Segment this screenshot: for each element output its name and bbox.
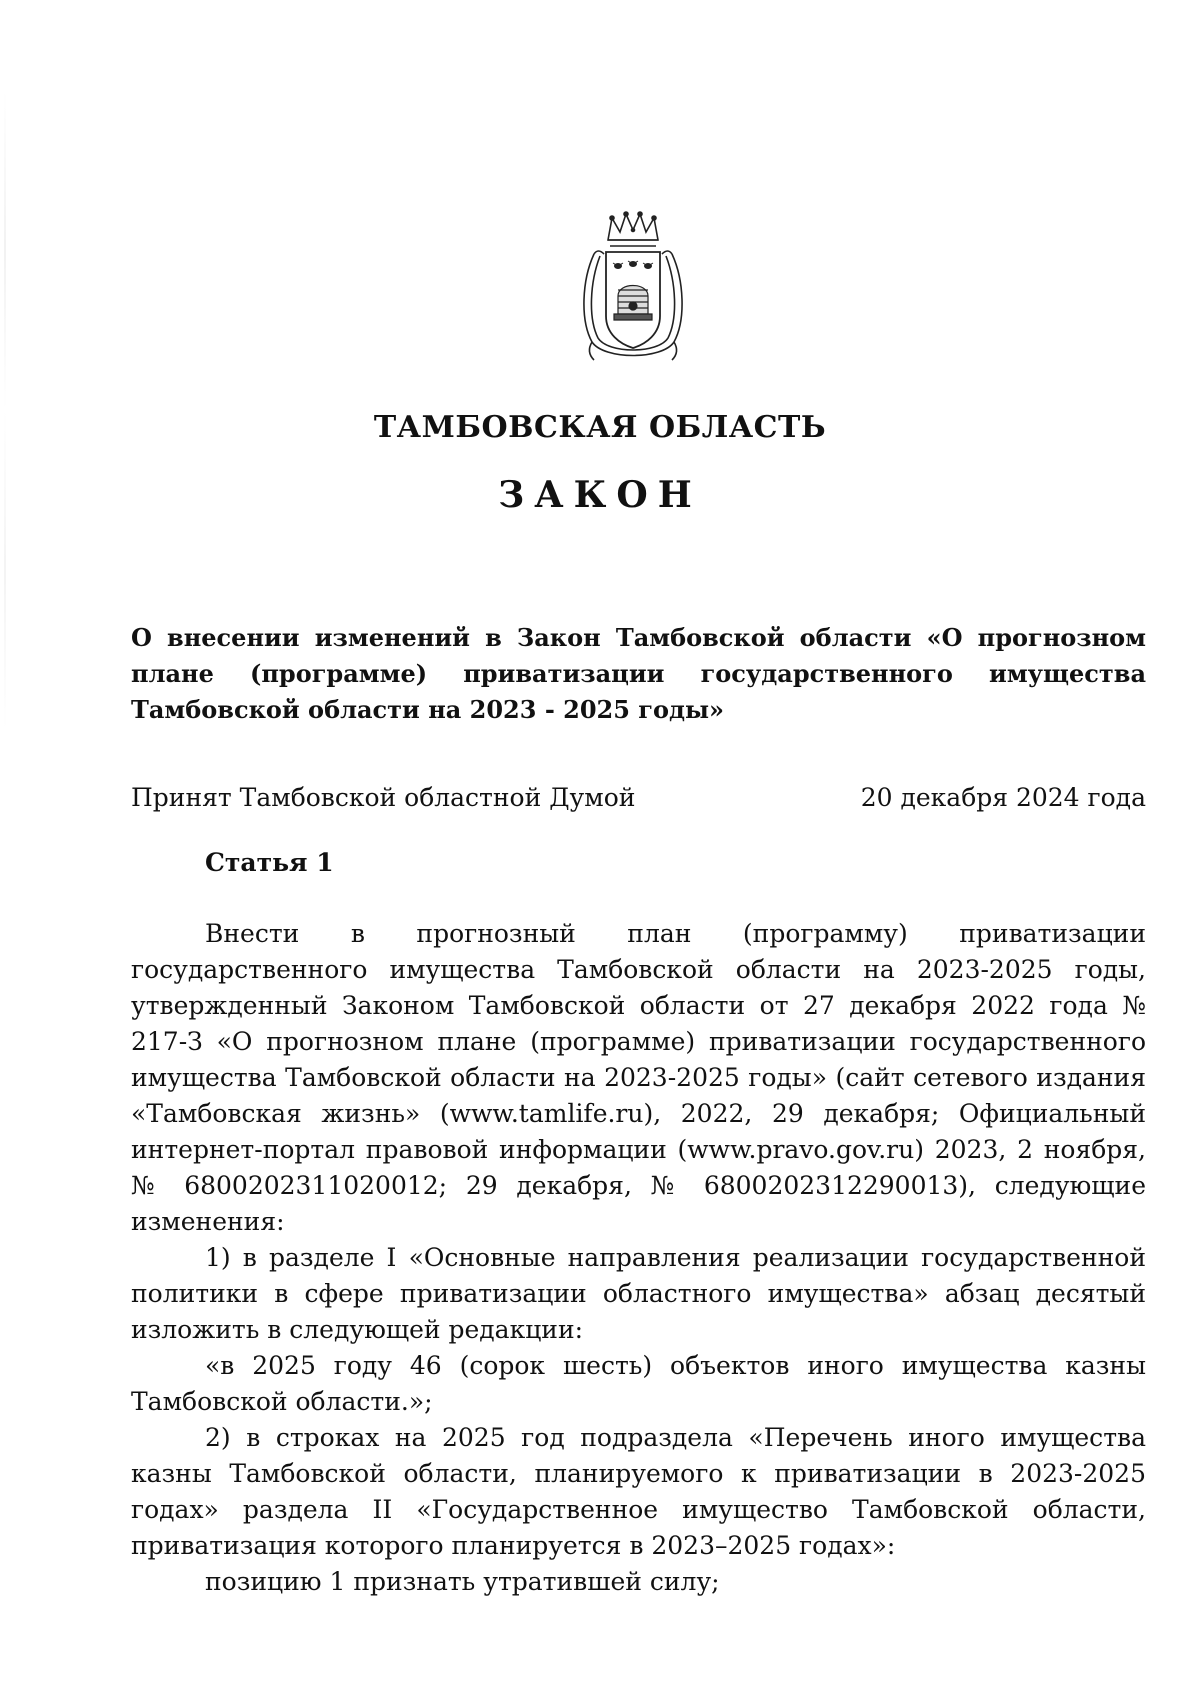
- adopted-by-text: Принят Тамбовской областной Думой: [131, 783, 636, 812]
- article-paragraph: Внести в прогнозный план (программу) приватизации государственного имущества Тамбовской области на 2023-2025 годы, утвержденный Законом Тамбовской области от 27 декабря 2022 года № 217-З «О прогнозном плане (программе) приватизации государственного имущества Тамбовской области на 2023-2025 годы» (сайт сетевого издания «Тамбовская жизнь» (www.tamlife.ru), 2022, 29 декабря; Официальный интернет-портал правовой информации (www.pravo.gov.ru) 2023, 2 ноября, № 6800202311020012; 29 декабря, № 6800202312290013), следующие изменения:: [131, 919, 1146, 1236]
- article-heading: Статья 1: [205, 848, 334, 877]
- adoption-date: 20 декабря 2024 года: [860, 783, 1146, 812]
- article-paragraph: 1) в разделе I «Основные направления реализации государственной политики в сфере приватизации областного имущества» абзац десятый изложить в следующей редакции:: [131, 1243, 1146, 1344]
- article-body: [131, 916, 1146, 1600]
- document-type-heading: ЗАКОН: [498, 474, 702, 516]
- region-heading: ТАМБОВСКАЯ ОБЛАСТЬ: [373, 410, 827, 445]
- law-title: О внесении изменений в Закон Тамбовской области «О прогнозном плане (программе) приватизации государственного имущества Тамбовской области на 2023 - 2025 годы»: [131, 623, 1146, 724]
- adoption-line: [131, 780, 1146, 816]
- article-paragraph: 2) в строках на 2025 год подраздела «Перечень иного имущества казны Тамбовской области, планируемого к приватизации в 2023-2025 годах» раздела II «Государственное имущество Тамбовской области, приватизация которого планируется в 2023–2025 годах»:: [131, 1423, 1146, 1560]
- coat-of-arms-icon: [574, 210, 692, 368]
- article-paragraph: позицию 1 признать утратившей силу;: [205, 1567, 720, 1596]
- article-paragraph: «в 2025 году 46 (сорок шесть) объектов иного имущества казны Тамбовской области.»;: [131, 1351, 1146, 1416]
